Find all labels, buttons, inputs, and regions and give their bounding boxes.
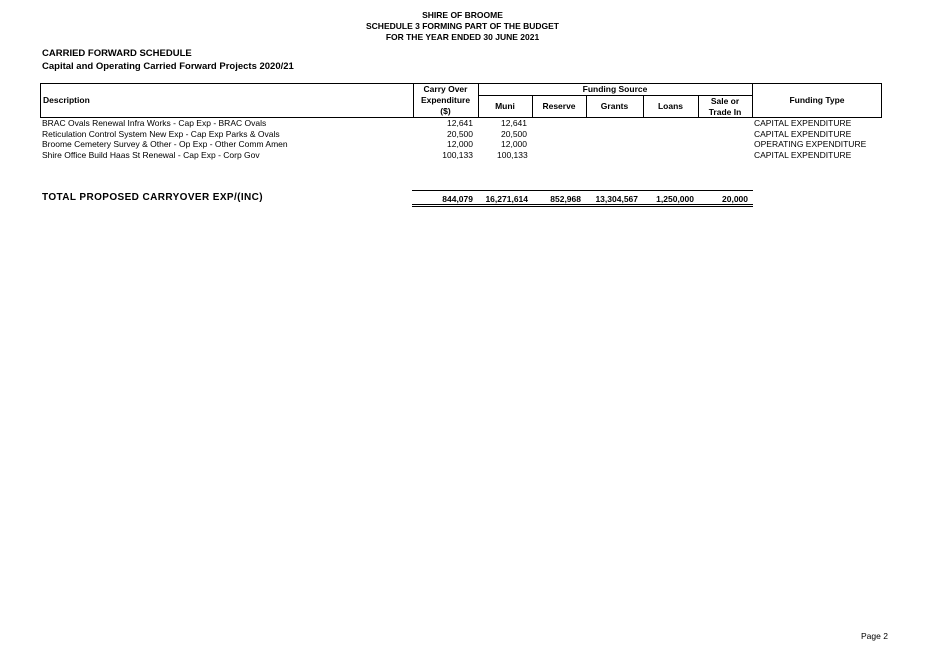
col-sale-line2: Trade In — [708, 107, 742, 117]
total-carry-over: 844,079 — [442, 194, 473, 204]
col-description: Description — [43, 95, 90, 105]
table-row — [0, 129, 925, 140]
row-carry-over: 20,500 — [447, 128, 473, 139]
report-org-name: SHIRE OF BROOME — [422, 10, 503, 20]
col-carry-over-line1: Carry Over — [423, 84, 468, 94]
total-grants: 13,304,567 — [595, 194, 638, 204]
table-row — [0, 139, 925, 150]
total-muni: 16,271,614 — [485, 194, 528, 204]
schedule-subtitle: Capital and Operating Carried Forward Projects 2020/21 — [42, 61, 294, 72]
col-grants: Grants — [600, 101, 629, 111]
col-funding-source: Funding Source — [582, 84, 648, 94]
col-loans: Loans — [657, 101, 684, 111]
row-funding-type: CAPITAL EXPENDITURE — [754, 149, 852, 160]
table-row — [0, 150, 925, 161]
row-muni: 100,133 — [497, 149, 528, 160]
page-number: Page 2 — [861, 631, 888, 641]
table-row — [0, 118, 925, 129]
row-muni: 20,500 — [501, 128, 527, 139]
row-description: Reticulation Control System New Exp - Cap Exp Parks & Ovals — [42, 128, 280, 139]
row-funding-type: CAPITAL EXPENDITURE — [754, 128, 852, 139]
row-description: BRAC Ovals Renewal Infra Works - Cap Exp - BRAC Ovals — [42, 118, 267, 128]
row-carry-over: 12,000 — [447, 139, 473, 149]
col-muni: Muni — [495, 101, 515, 111]
row-carry-over: 12,641 — [447, 118, 473, 128]
col-carry-over-line2: Expenditure — [420, 95, 471, 105]
report-year-line: FOR THE YEAR ENDED 30 JUNE 2021 — [385, 32, 540, 42]
total-reserve: 852,968 — [550, 194, 581, 204]
col-sale-line1: Sale or — [710, 96, 740, 106]
row-description: Shire Office Build Haas St Renewal - Cap Exp - Corp Gov — [42, 149, 260, 160]
total-sale: 20,000 — [722, 194, 748, 204]
row-description: Broome Cemetery Survey & Other - Op Exp - Other Comm Amen — [42, 139, 288, 149]
row-funding-type: OPERATING EXPENDITURE — [754, 139, 867, 149]
total-top-rule — [412, 190, 753, 191]
total-loans: 1,250,000 — [656, 194, 694, 204]
col-carry-over-line3: ($) — [440, 106, 451, 116]
table-header — [40, 83, 882, 118]
total-double-rule-lower — [412, 206, 753, 207]
schedule-title: CARRIED FORWARD SCHEDULE — [42, 48, 192, 59]
total-label: TOTAL PROPOSED CARRYOVER EXP/(INC) — [42, 192, 264, 203]
row-muni: 12,641 — [501, 118, 527, 128]
report-schedule-line: SCHEDULE 3 FORMING PART OF THE BUDGET — [366, 21, 559, 31]
col-funding-type: Funding Type — [789, 95, 845, 105]
row-funding-type: CAPITAL EXPENDITURE — [754, 118, 852, 128]
row-muni: 12,000 — [501, 139, 527, 149]
col-reserve: Reserve — [542, 101, 576, 111]
total-double-rule-upper — [412, 204, 753, 205]
row-carry-over: 100,133 — [442, 149, 473, 160]
